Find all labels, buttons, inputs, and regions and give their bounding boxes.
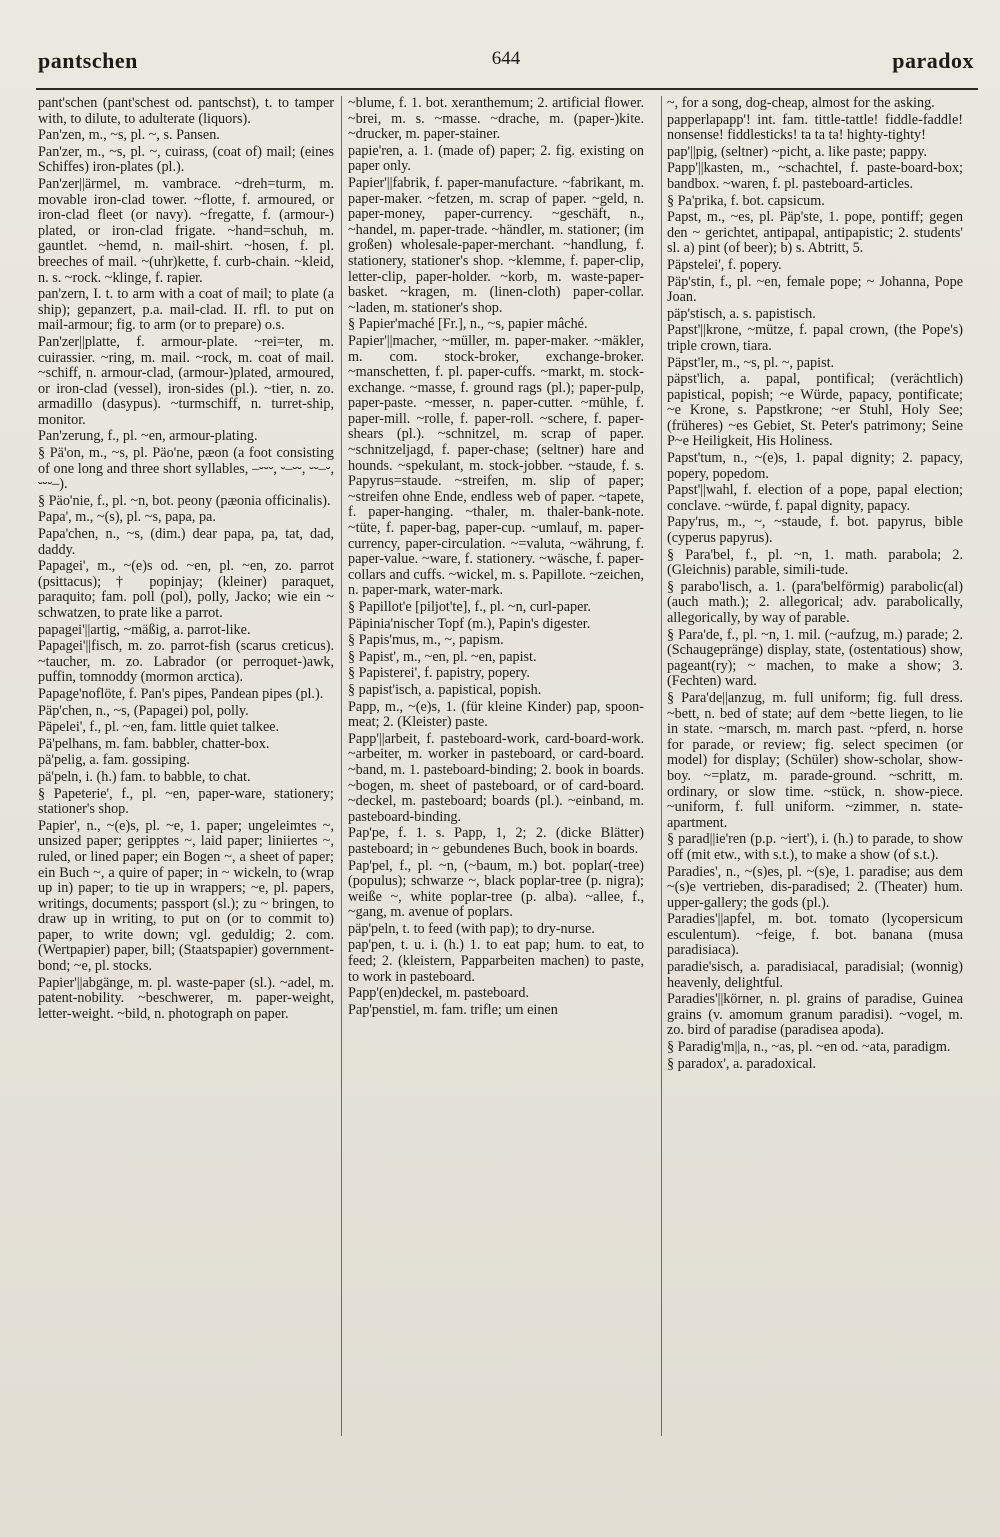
dictionary-entry: Papier'||abgänge, m. pl. waste-paper (sl.). ~adel, m. patent-nobility. ~beschwerer, m. paper-weight, letter-weight. ~bild, n. photograph on paper. [38, 974, 334, 1022]
dictionary-entry: § Papillot'e [piljot'te], f., pl. ~n, curl-paper. [348, 599, 591, 615]
dictionary-entry: Päp'stin, f., pl. ~en, female pope; ~ Johanna, Pope Joan. [667, 273, 963, 306]
page-number: 644 [491, 48, 521, 69]
dictionary-entry: § Papis'mus, m., ~, papism. [348, 632, 504, 649]
dictionary-entry: Papst, m., ~es, pl. Päp'ste, 1. pope, pontiff; gegen den ~ gerichtet, antipapal, antipapistic; 2. students' sl. a) pint (of beer); b) s. Abtritt, 5. [667, 209, 963, 257]
dictionary-entry: § Paradig'm||a, n., ~as, pl. ~en od. ~ata, paradigm. [667, 1039, 951, 1056]
dictionary-entry: Papa'chen, n., ~s, (dim.) dear papa, pa, tat, dad, daddy. [38, 526, 334, 558]
dictionary-entry: Paradies'||körner, n. pl. grains of paradise, Guinea grains (v. amomum granum paradisi). ~vogel, m. zo. bird of paradise (paradisea apoda). [667, 991, 963, 1039]
column-divider-1 [341, 96, 342, 1436]
dictionary-entry: ~blume, f. 1. bot. xeranthemum; 2. artificial flower. ~brei, m. s. ~masse. ~drache, m. (paper-)kite. ~drucker, m. paper-stainer. [348, 96, 644, 143]
dictionary-entry: pä'pelig, a. fam. gossiping. [38, 752, 190, 769]
dictionary-entry: papperlapapp'! int. fam. tittle-tattle! fiddle-faddle! nonsense! fiddlesticks! ta ta ta! highty-tighty! [667, 111, 963, 144]
dictionary-entry: ~, for a song, dog-cheap, almost for the asking. [667, 96, 935, 111]
dictionary-entry: Pan'zer||ärmel, m. vambrace. ~dreh=turm, m. movable iron-clad tower. ~flotte, f. armoured, or iron-clad fleet (or navy). ~fregatte, f. (armour-) plated, or iron-clad frigate. ~hand=schuh, m. gauntlet. ~hemd, n. mail-shirt. ~hosen, f. pl. breeches of mail. ~(uhr)kette, f. curb-chain. ~kleid, n. s. ~rock. ~klinge, f. rapier. [38, 175, 334, 286]
dictionary-entry: Papagei', m., ~(e)s od. ~en, pl. ~en, zo. parrot (psittacus); † popinjay; (kleiner) paraquet, paraquito; fam. poll (pol), polly, Jacko; wie ein ~ schwatzen, to prate like a parrot. [38, 558, 334, 621]
dictionary-entry: Papy'rus, m., ~, ~staude, f. bot. papyrus, bible (cyperus papyrus). [667, 514, 963, 547]
dictionary-entry: § Para'bel, f., pl. ~n, 1. math. parabola; 2. (Gleichnis) parable, simili-tude. [667, 546, 963, 579]
column-divider-2 [661, 96, 662, 1436]
dictionary-entry: papie'ren, a. 1. (made of) paper; 2. fig. existing on paper only. [348, 142, 644, 175]
dictionary-entry: Pan'zer||platte, f. armour-plate. ~rei=ter, m. cuirassier. ~ring, m. mail. ~rock, m. coat of mail. ~schiff, n. armour-clad, (armour-)plated, armoured, or iron-clad (vessel), iron-sides (pl.). ~tier, n. zo. armadillo (dasypus). ~turmschiff, n. turret-ship, monitor. [38, 333, 334, 428]
dictionary-entry: Pap'penstiel, m. fam. trifle; um einen [348, 1001, 558, 1018]
dictionary-entry: Papier'||fabrik, f. paper-manufacture. ~fabrikant, m. paper-maker. ~fetzen, m. scrap of paper. ~geld, n. paper-money, paper-currency. ~geschäft, n., ~handel, m. paper-trade. ~händler, m. stationer; (im großen) wholesale-paper-merchant. ~handlung, f. stationery, stationer's shop. ~klemme, f. paper-clip, letter-clip, paper-holder. ~korb, m. waste-paper-basket. ~kragen, m. (linen-cloth) paper-collar. ~laden, m. stationer's shop. [348, 174, 644, 316]
dictionary-entry: § Para'de||anzug, m. full uniform; fig. full dress. ~bett, n. bed of state; auf dem ~bette liegen, to lie in state. ~marsch, m. march past. ~pferd, n. horse for parade, or review; fig. select specimen (or model) for display; (Schüler) show-scholar, show-boy. ~=platz, m. parade-ground. ~schritt, m. ordinary, or slow time. ~stück, n. show-piece. ~uniform, f. full uniform. ~zimmer, n. state-apartment. [667, 689, 963, 831]
dictionary-entry: paradie'sisch, a. paradisiacal, paradisial; (wonnig) heavenly, delightful. [667, 959, 963, 991]
dictionary-entry: Pan'zer, m., ~s, pl. ~, cuirass, (coat of) mail; (eines Schiffes) iron-plates (pl.). [38, 143, 334, 176]
dictionary-entry: päpst'lich, a. papal, pontifical; (verächtlich) papistical, popish; ~e Würde, papacy, pontificate; ~e Krone, s. Papstkrone; ~er Stuhl, Holy See; (früheres) ~es Gebiet, St. Peter's patrimony; Seine P~e Heiligkeit, His Holiness. [667, 371, 963, 450]
dictionary-entry: § Päo'nie, f., pl. ~n, bot. peony (pæonia officinalis). [38, 492, 331, 509]
dictionary-entry: § papist'isch, a. papistical, popish. [348, 681, 542, 698]
running-head [38, 48, 974, 76]
dictionary-entry: Papst'tum, n., ~(e)s, 1. papal dignity; 2. papacy, popery, popedom. [667, 450, 963, 482]
dictionary-entry: Päpinia'nischer Topf (m.), Papin's digester. [348, 615, 591, 632]
dictionary-entry: Papa', m., ~(s), pl. ~s, papa, pa. [38, 509, 216, 526]
dictionary-entry: Päp'chen, n., ~s, (Papagei) pol, polly. [38, 702, 249, 719]
dictionary-entry: Papage'noflöte, f. Pan's pipes, Pandean pipes (pl.). [38, 685, 324, 702]
dictionary-entry: Päpstelei', f. popery. [667, 256, 782, 273]
dictionary-entry: § Pa'prika, f. bot. capsicum. [667, 192, 825, 209]
dictionary-entry: Papp'||arbeit, f. pasteboard-work, card-board-work. ~arbeiter, m. worker in pasteboard, or card-board. ~band, m. 1. pasteboard-binding; 2. book in boards. ~bogen, m. sheet of pasteboard, or of card-board. ~deckel, m. pasteboard; boards (pl.). ~einband, m. pasteboard-binding. [348, 730, 644, 825]
dictionary-entry: pap'pen, t. u. i. (h.) 1. to eat pap; hum. to eat, to feed; 2. (kleistern, Papparbeiten machen) to paste, to work in pasteboard. [348, 937, 644, 985]
column-3 [667, 96, 963, 1506]
dictionary-entry: päp'peln, t. to feed (with pap); to dry-nurse. [348, 920, 595, 937]
dictionary-entry: päp'stisch, a. s. papistisch. [667, 305, 816, 322]
dictionary-entry: Pap'pe, f. 1. s. Papp, 1, 2; 2. (dicke Blätter) pasteboard; in ~ gebundenes Buch, book in boards. [348, 825, 644, 857]
dictionary-entry: Papst'||wahl, f. election of a pope, papal election; conclave. ~würde, f. papal dignity, papacy. [667, 482, 963, 514]
header-right-catchword: paradox [892, 48, 974, 73]
dictionary-entry: Päpst'ler, m., ~s, pl. ~, papist. [667, 354, 835, 371]
header-left-catchword: pantschen [38, 48, 138, 73]
dictionary-entry: § Papeterie', f., pl. ~en, paper-ware, stationery; stationer's shop. [38, 785, 334, 818]
column-2 [348, 96, 644, 1506]
dictionary-entry: Paradies', n., ~(s)es, pl. ~(s)e, 1. paradise; aus dem ~(s)e vertrieben, dis-paradised; 2. (Theater) hum. upper-gallery; the gods (pl.). [667, 863, 963, 911]
dictionary-entry: § paradox', a. paradoxical. [667, 1055, 817, 1072]
dictionary-entry: Pan'zen, m., ~s, pl. ~, s. Pansen. [38, 127, 220, 144]
dictionary-entry: pä'peln, i. (h.) fam. to babble, to chat. [38, 768, 251, 785]
header-rule [36, 88, 978, 90]
dictionary-entry: § parabo'lisch, a. 1. (para'belförmig) parabolic(al) (auch math.); 2. allegorical; adv. parabolically, allegorically, by way of parable. [667, 578, 963, 626]
dictionary-entry: Papp'(en)deckel, m. pasteboard. [348, 985, 530, 1002]
dictionary-entry: Papier'||macher, ~müller, m. paper-maker. ~mäkler, m. com. stock-broker, exchange-broker. ~manschetten, f. pl. paper-cuffs. ~markt, m. stock-exchange. ~masse, f. ground rags (pl.); paper-pulp, paper-paste. ~messer, n. paper-cutter. ~mühle, f. paper-mill. ~rolle, f. paper-roll. ~schere, f. paper-shears (pl.). ~schnitzel, m. scrap of paper. ~schnitzeljagd, f. paper-chase; (seltner) hare and hounds. ~spekulant, m. stock-jobber. ~staude, f. s. Papyrus=staude. ~streifen, m. slip of paper; ~streifen ohne Ende, endless web of paper. ~tapete, f. paper-hanging. ~thaler, m. thaler-bank-note. ~tüte, f. paper-bag, paper-cup. ~umlauf, m. paper-currency, paper-circulation. ~=valuta, ~währung, f. paper-value. ~ware, f. stationery. ~wäsche, f. paper-collars and cuffs. ~wickel, m. s. Papillote. ~zeichen, n. paper-mark, water-mark. [348, 332, 644, 599]
dictionary-entry: Pan'zerung, f., pl. ~en, armour-plating. [38, 428, 258, 445]
dictionary-entry: Papp, m., ~(e)s, 1. (für kleine Kinder) pap, spoon-meat; 2. (Kleister) paste. [348, 698, 644, 731]
dictionary-entry: pan'zern, I. t. to arm with a coat of mail; to plate (a ship); gepanzert, p.a. mail-clad. II. rfl. to put on mail-armour; fig. to arm (or to prepare) o.s. [38, 286, 334, 334]
dictionary-entry: § Papier'maché [Fr.], n., ~s, papier mâché. [348, 316, 588, 333]
dictionary-entry: Papp'||kasten, m., ~schachtel, f. paste-board-box; bandbox. ~waren, f. pl. pasteboard-articles. [667, 160, 963, 192]
dictionary-entry: § Pä'on, m., ~s, pl. Päo'ne, pæon (a foot consisting of one long and three short syllables, –⏑⏑⏑, ⏑–⏑⏑, ⏑⏑–⏑, ⏑⏑⏑–). [38, 445, 334, 493]
dictionary-entry: Pap'pel, f., pl. ~n, (~baum, m.) bot. poplar(-tree) (populus); schwarze ~, black poplar-tree (p. nigra); weiße ~, white poplar-tree (p. alba). ~allee, f., ~gang, m. avenue of poplars. [348, 857, 644, 921]
dictionary-entry: Paradies'||apfel, m. bot. tomato (lycopersicum esculentum). ~feige, f. bot. banana (musa paradisiaca). [667, 911, 963, 959]
dictionary-entry: Papier', n., ~(e)s, pl. ~e, 1. paper; ungeleimtes ~, unsized paper; geripptes ~, laid paper; liniiertes ~, ruled, or lined paper; ein Bogen ~, a sheet of paper; ein Buch ~, a quire of paper; in ~ wickeln, to (wrap up in) paper; to tie up in wrappers; ~e, pl. papers, writings, documents; passport (sl.); zu ~ bringen, to draw up in writing, to put on (or to commit to) paper, to write down; vgl. geduldig; 2. com. (Wertpapier) paper, bill; (Staatspapier) government-bond; ~e, pl. stocks. [38, 817, 334, 975]
dictionary-entry: § Papisterei', f. papistry, popery. [348, 665, 530, 682]
dictionary-entry: § parad||ie'ren (p.p. ~iert'), i. (h.) to parade, to show off (mit etw., with s.t.), to make a show (of s.t.). [667, 831, 963, 863]
dictionary-entry: pap'||pig, (seltner) ~picht, a. like paste; pappy. [667, 143, 928, 160]
dictionary-entry: Pä'pelhans, m. fam. babbler, chatter-box. [38, 735, 270, 752]
dictionary-entry: § Papist', m., ~en, pl. ~en, papist. [348, 648, 537, 665]
dictionary-entry: papagei'||artig, ~mäßig, a. parrot-like. [38, 621, 251, 638]
dictionary-entry: pant'schen (pant'schest od. pantschst), t. to tamper with, to dilute, to adulterate (liquors). [38, 96, 334, 127]
column-1 [38, 96, 334, 1506]
dictionary-entry: Papagei'||fisch, m. zo. parrot-fish (scarus creticus). ~taucher, m. zo. Labrador (or perroquet-)awk, puffin, tomnoddy (mormon arctica). [38, 638, 334, 686]
dictionary-entry: Papst'||krone, ~mütze, f. papal crown, (the Pope's) triple crown, tiara. [667, 322, 963, 354]
dictionary-entry: § Para'de, f., pl. ~n, 1. mil. (~aufzug, m.) parade; 2. (Schaugepränge) display, state, (ostentatious) show, pageant(ry); ~ machen, to make a show; 3. (Fechten) ward. [667, 626, 963, 690]
dictionary-entry: Päpelei', f., pl. ~en, fam. little quiet talkee. [38, 719, 280, 736]
